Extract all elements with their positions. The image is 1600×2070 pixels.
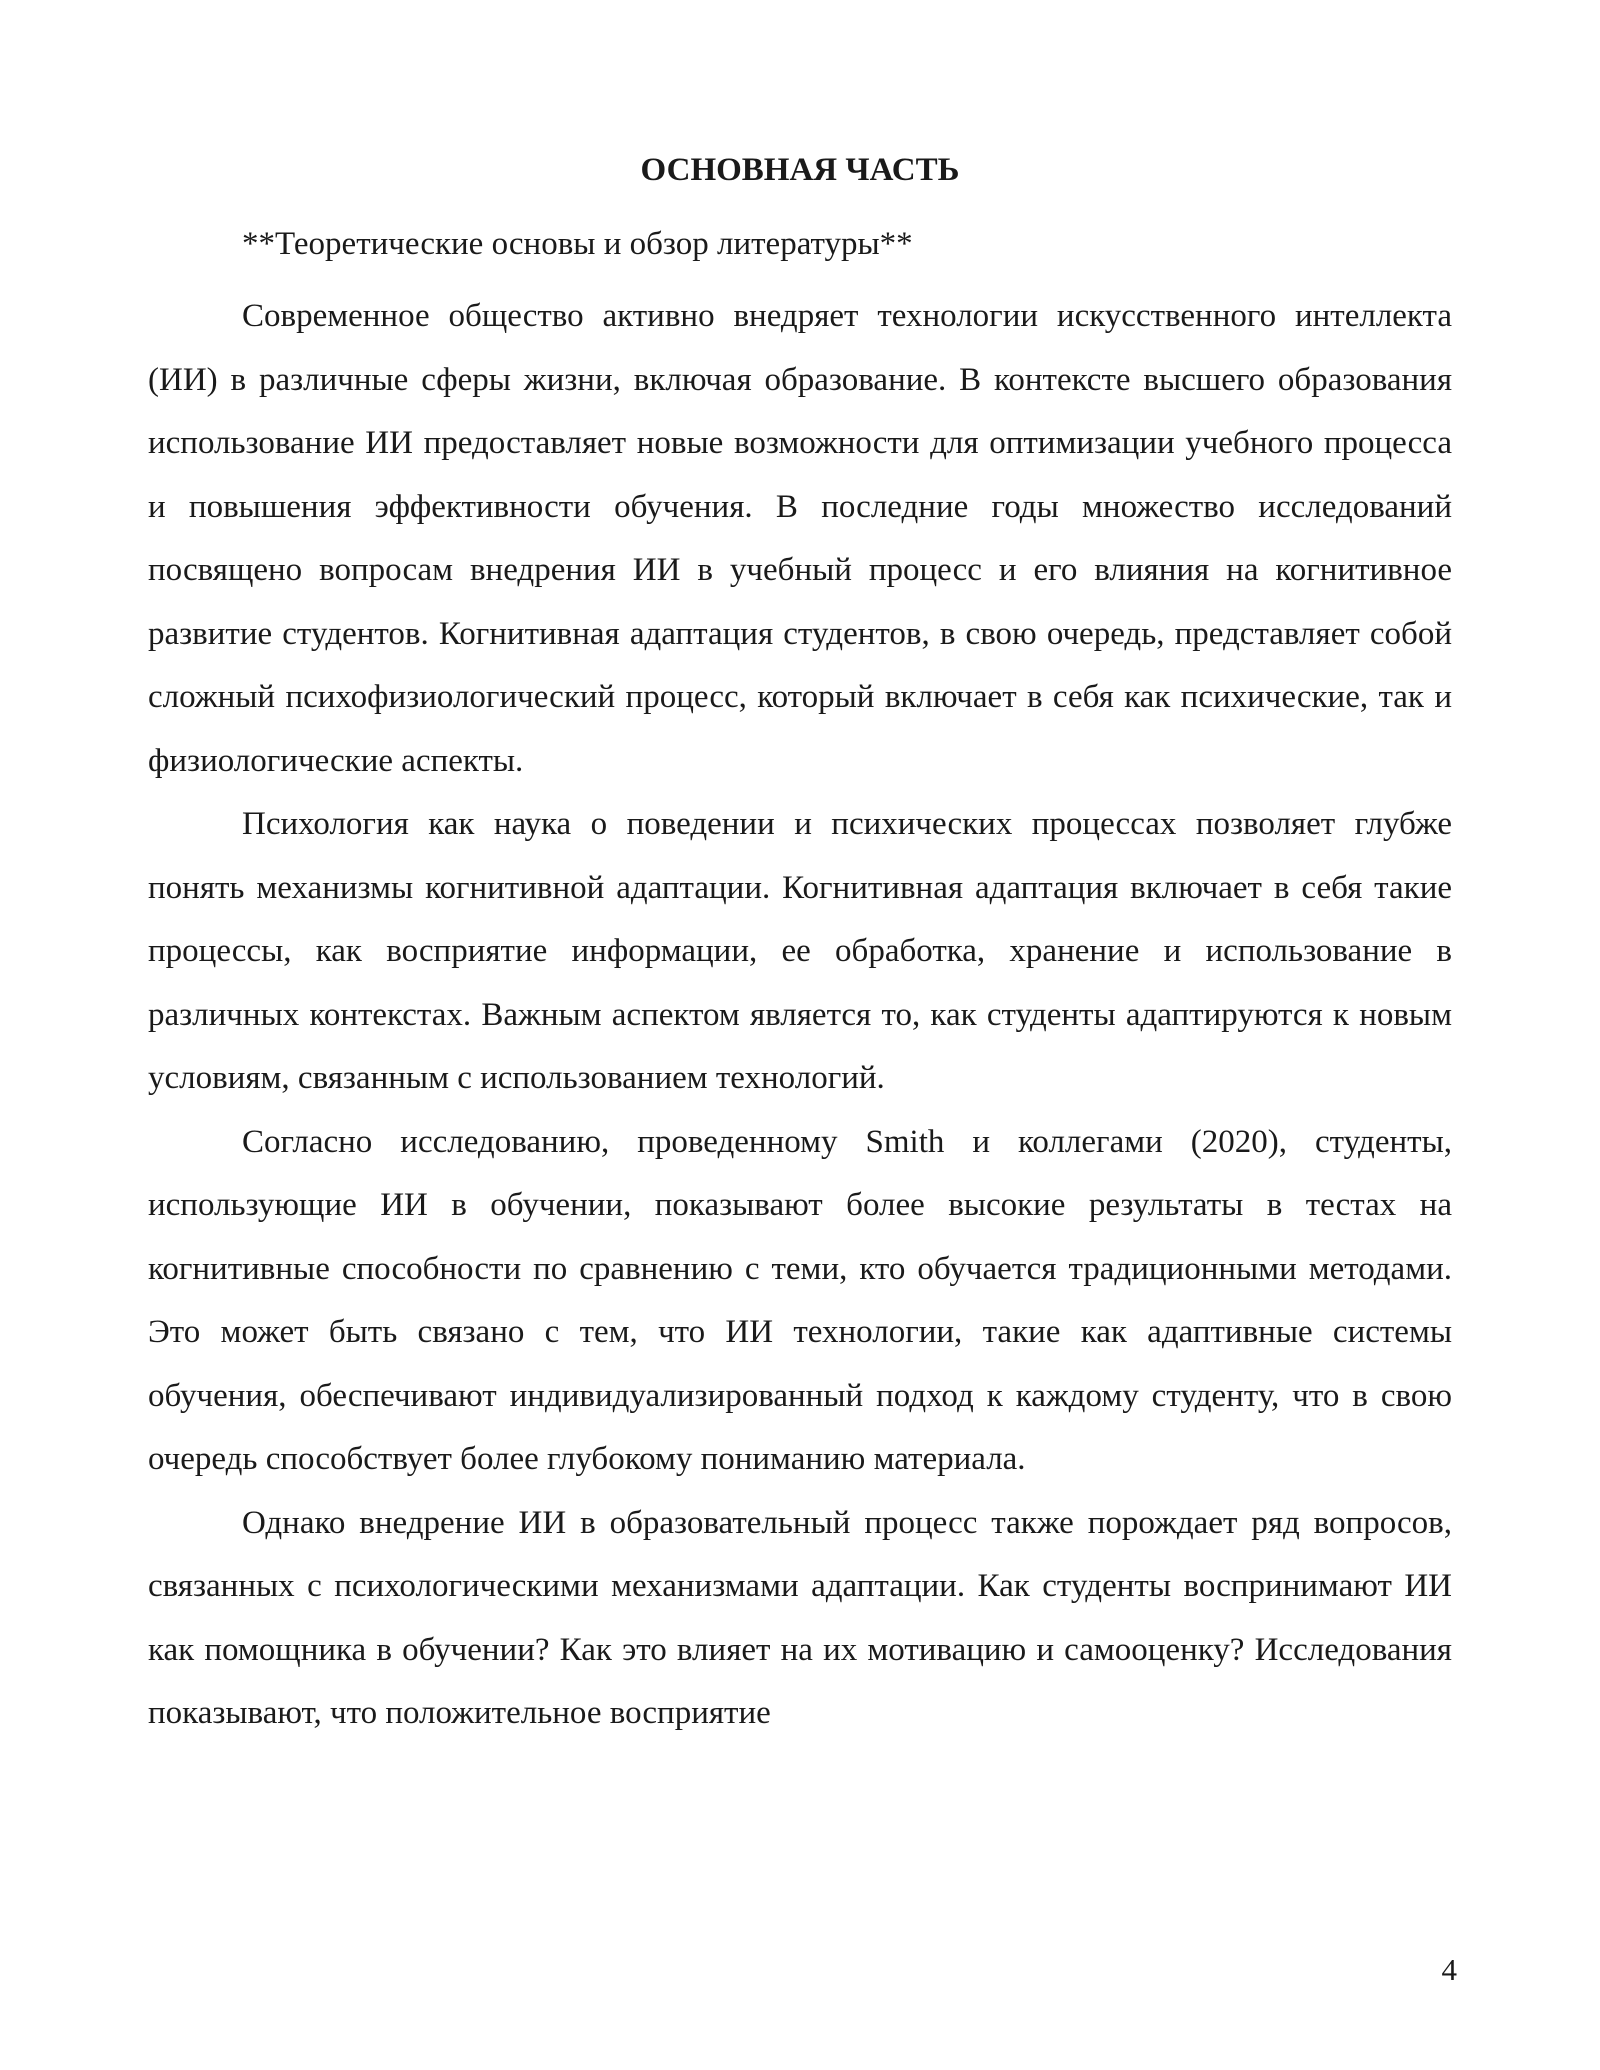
paragraph: Однако внедрение ИИ в образовательный процесс также порождает ряд вопросов, связанных с психологическими механизмами адаптации. Как студенты воспринимают ИИ как помощника в обучении? Как это влияет на их мотивацию и самооценку? Исследования показывают, что положительное восприятие <box>148 1504 1452 1731</box>
body-text <box>148 285 1452 1746</box>
paragraph: Психология как наука о поведении и психических процессах позволяет глубже понять механизмы когнитивной адаптации. Когнитивная адаптация включает в себя такие процессы, как восприятие информации, ее обработка, хранение и использование в различных контекстах. Важным аспектом является то, как студенты адаптируются к новым условиям, связанным с использованием технологий. <box>148 806 1452 1096</box>
paragraph: Современное общество активно внедряет технологии искусственного интеллекта (ИИ) в различные сферы жизни, включая образование. В контексте высшего образования использование ИИ предоставляет новые возможности для оптимизации учебного процесса и повышения эффективности обучения. В последние годы множество исследований посвящено вопросам внедрения ИИ в учебный процесс и его влияния на когнитивное развитие студентов. Когнитивная адаптация студентов, в свою очередь, представляет собой сложный психофизиологический процесс, который включает в себя как психические, так и физиологические аспекты. <box>148 298 1452 779</box>
paragraph: Согласно исследованию, проведенному Smith и коллегами (2020), студенты, использующие ИИ в обучении, показывают более высокие результаты в тестах на когнитивные способности по сравнению с теми, кто обучается традиционными методами. Это может быть связано с тем, что ИИ технологии, такие как адаптивные системы обучения, обеспечивают индивидуализированный подход к каждому студенту, что в свою очередь способствует более глубокому пониманию материала. <box>148 1123 1452 1477</box>
subsection-heading: **Теоретические основы и обзор литературы** <box>242 226 913 262</box>
page-number: 4 <box>1441 1952 1457 1987</box>
section-title: ОСНОВНАЯ ЧАСТЬ <box>640 152 960 188</box>
